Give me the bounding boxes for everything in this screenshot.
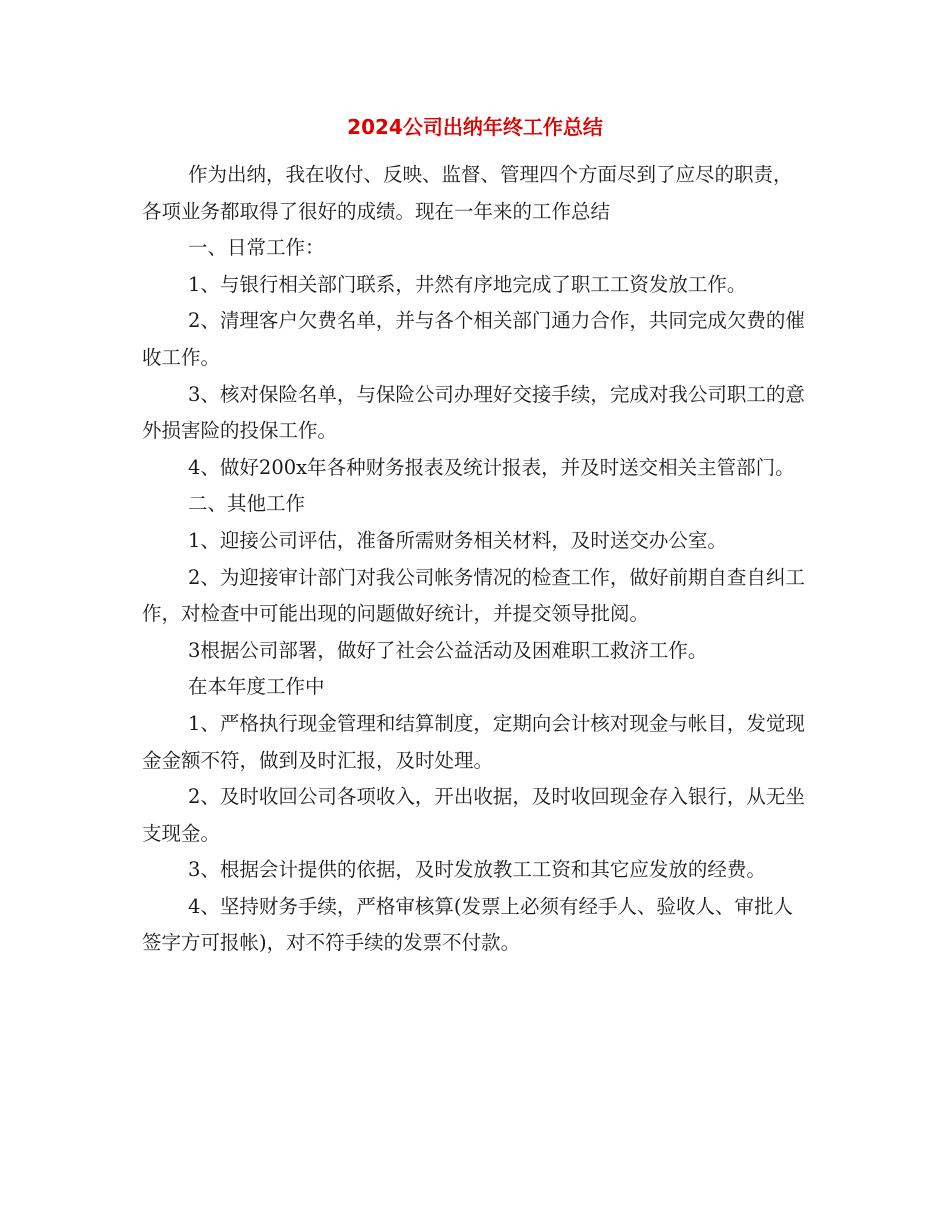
paragraph-daily-1: 1、与银行相关部门联系，井然有序地完成了职工工资发放工作。 [188, 272, 747, 296]
paragraph-intro: 作为出纳，我在收付、反映、监督、管理四个方面尽到了应尽的职责，各项业务都取得了很好的成绩。现在一年来的工作总结 [142, 163, 793, 223]
paragraph-other-1: 1、迎接公司评估，准备所需财务相关材料，及时送交办公室。 [188, 528, 727, 552]
paragraph-year-1: 1、严格执行现金管理和结算制度，定期向会计核对现金与帐目，发觉现金金额不符，做到及时汇报，及时处理。 [142, 711, 805, 772]
paragraph-daily-4: 4、做好200x年各种财务报表及统计报表，并及时送交相关主管部门。 [188, 455, 795, 479]
paragraph-other-2: 2、为迎接审计部门对我公司帐务情况的检查工作，做好前期自查自纠工作，对检查中可能出现的问题做好统计，并提交领导批阅。 [142, 565, 805, 626]
section-heading-other-work: 二、其他工作 [188, 492, 306, 516]
document-title: 2024公司出纳年终工作总结 [347, 115, 603, 139]
paragraph-year-3: 3、根据会计提供的依据，及时发放教工工资和其它应发放的经费。 [188, 858, 766, 882]
paragraph-daily-2: 2、清理客户欠费名单，并与各个相关部门通力合作，共同完成欠费的催收工作。 [142, 309, 805, 369]
section-heading-daily-work: 一、日常工作： [188, 236, 325, 260]
paragraph-year-2: 2、及时收回公司各项收入，开出收据，及时收回现金存入银行，从无坐支现金。 [142, 785, 805, 845]
document-body [142, 157, 810, 962]
section-heading-this-year: 在本年度工作中 [188, 675, 325, 699]
paragraph-year-4: 4、坚持财务手续，严格审核算(发票上必须有经手人、验收人、审批人签字方可报帐)，对不符手续的发票不付款。 [142, 894, 794, 955]
paragraph-other-3: 3根据公司部署，做好了社会公益活动及困难职工救济工作。 [188, 638, 708, 662]
paragraph-daily-3: 3、核对保险名单，与保险公司办理好交接手续，完成对我公司职工的意外损害险的投保工作。 [142, 382, 805, 443]
